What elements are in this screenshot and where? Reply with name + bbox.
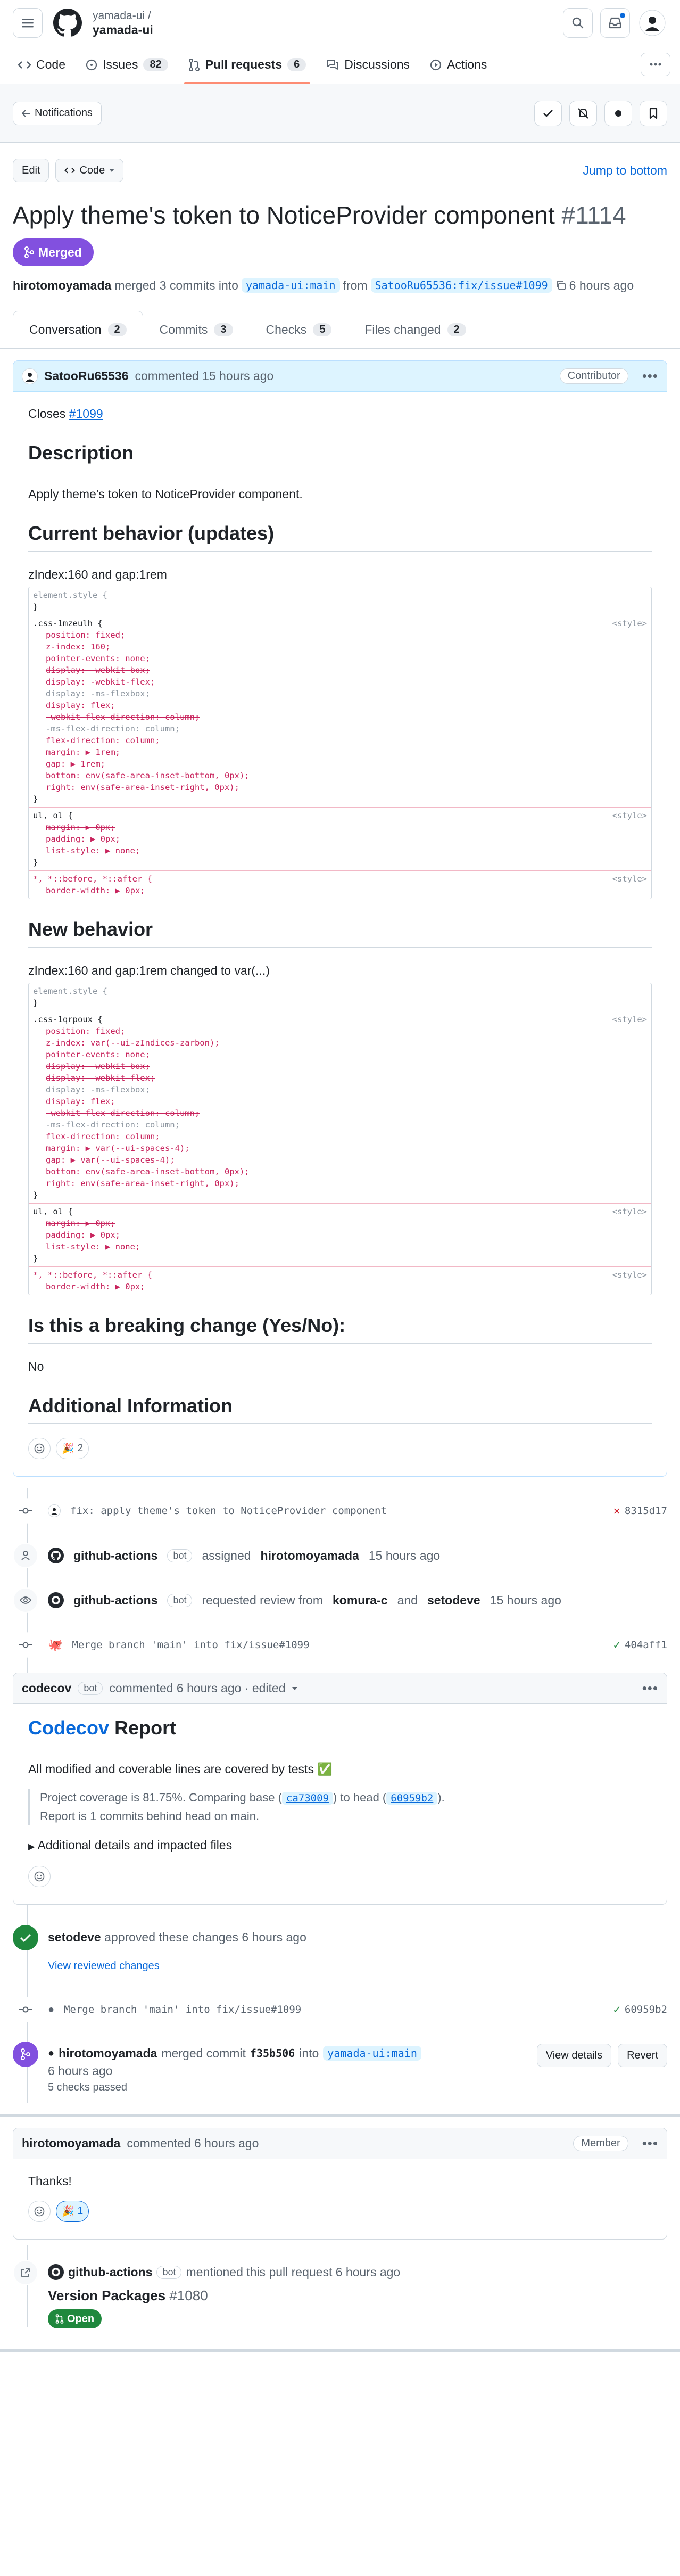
- description-text: Apply theme's token to NoticeProvider component.: [28, 487, 303, 501]
- comment-body: Thanks!: [28, 2174, 72, 2188]
- bookmark-icon: [649, 108, 658, 119]
- notifications-label: Notifications: [35, 107, 93, 119]
- actor-link[interactable]: github-actions: [73, 1593, 158, 1607]
- comment-header: [13, 1673, 667, 1704]
- base-branch[interactable]: yamada-ui:main: [242, 278, 340, 293]
- head-branch[interactable]: SatooRu65536:fix/issue#1099: [371, 278, 552, 293]
- edit-label: Edit: [22, 164, 40, 176]
- reviewer-link[interactable]: setodeve: [427, 1593, 480, 1607]
- code-line: element.style {: [33, 590, 107, 600]
- git-pull-request-icon: [55, 2314, 64, 2324]
- triangle-down-icon: [292, 1687, 297, 1690]
- code-line: margin: ▶ 0px;: [46, 1219, 115, 1228]
- code-line: }: [33, 1254, 38, 1263]
- code-line: element.style {: [33, 986, 107, 996]
- comment-action: commented 15 hours ago: [135, 369, 274, 383]
- approver-link[interactable]: setodeve: [48, 1930, 101, 1944]
- code-line: display: -webkit-flex;: [46, 677, 155, 687]
- code-source: <style>: [612, 1015, 647, 1024]
- code-line: z-index: 160;: [46, 642, 111, 652]
- description-heading: Description: [28, 442, 652, 471]
- timeline-commit: [13, 1623, 667, 1667]
- code-line: flex-direction: column;: [46, 1132, 160, 1141]
- code-line: z-index: var(--ui-zIndices-zarbon);: [46, 1038, 220, 1048]
- coverage-summary: All modified and coverable lines are covered by tests ✅: [28, 1762, 333, 1776]
- referenced-pr-number: #1080: [169, 2287, 208, 2303]
- tab-commits-label: Commits: [159, 323, 208, 336]
- comment-author[interactable]: hirotomoyamada: [22, 2136, 121, 2150]
- role-badge: Member: [573, 2136, 628, 2151]
- comment-action[interactable]: commented 6 hours ago · edited: [109, 1681, 286, 1695]
- closes-line: [28, 405, 652, 423]
- code-line: position: fixed;: [46, 630, 126, 640]
- cross-reference-icon: [13, 2260, 38, 2285]
- play-icon: [430, 59, 442, 71]
- timeline-mentioned: [13, 2245, 667, 2338]
- code-line: list-style: ▶ none;: [46, 846, 140, 855]
- code-line: bottom: env(safe-area-inset-bottom, 0px);: [46, 771, 250, 780]
- details-summary[interactable]: [28, 1836, 652, 1856]
- tada-count: 1: [77, 2205, 84, 2217]
- reviewer-link[interactable]: komura-c: [333, 1593, 388, 1607]
- coverage-post: ).: [437, 1791, 445, 1804]
- tada-icon: 🎉: [62, 1443, 74, 1454]
- repo-title[interactable]: [93, 9, 153, 37]
- code-line: margin: ▶ var(--ui-spaces-4);: [46, 1143, 190, 1153]
- sha-text: 404aff1: [624, 1639, 667, 1651]
- tada-icon: 🎉: [62, 2206, 74, 2217]
- target-branch[interactable]: yamada-ui:main: [323, 2046, 421, 2061]
- event-time: 15 hours ago: [368, 1548, 441, 1562]
- code-line: }: [33, 998, 38, 1008]
- breaking-change-heading: Is this a breaking change (Yes/No):: [28, 1314, 652, 1344]
- tab-conversation-label: Conversation: [29, 323, 102, 336]
- check-circle-icon: [13, 1925, 38, 1950]
- assigned-text: assigned: [202, 1548, 251, 1562]
- merged-state-label: Merged: [38, 245, 82, 259]
- merged-commit-text: merged commit: [161, 2046, 246, 2060]
- pull-requests-count: 6: [287, 58, 306, 71]
- pr-description-comment: [13, 360, 667, 1477]
- user-avatar-button[interactable]: [637, 8, 667, 38]
- divider: [0, 2114, 680, 2117]
- referenced-pr-link[interactable]: [48, 2287, 400, 2304]
- tab-conversation[interactable]: [13, 311, 143, 348]
- merged-text: merged 3 commits into: [114, 278, 238, 292]
- base-sha-link[interactable]: ca73009: [282, 1792, 333, 1805]
- code-selector: ul, ol {: [33, 1207, 73, 1216]
- smiley-icon: [34, 2206, 45, 2217]
- approved-text: approved these changes 6 hours ago: [104, 1930, 306, 1944]
- actor-link[interactable]: github-actions: [73, 1548, 158, 1562]
- code-line: list-style: ▶ none;: [46, 1242, 140, 1252]
- unread-dot: [619, 12, 626, 19]
- eye-icon: [13, 1587, 38, 1613]
- jump-to-bottom-link[interactable]: Jump to bottom: [583, 163, 667, 177]
- behind-text: Report is 1 commits behind head on main.: [40, 1809, 260, 1823]
- tab-pull-requests[interactable]: [180, 57, 315, 84]
- code-line: }: [33, 1190, 38, 1200]
- unsubscribe-button[interactable]: [569, 101, 597, 126]
- checks-passed: 5 checks passed: [48, 2081, 127, 2093]
- code-line: }: [33, 794, 38, 804]
- into-text: into: [299, 2046, 319, 2060]
- commit-message-link[interactable]: fix: apply theme's token to NoticeProvider component: [70, 1505, 387, 1517]
- avatar[interactable]: [48, 1504, 61, 1517]
- code-line: display: flex;: [46, 701, 115, 710]
- tada-reaction-button[interactable]: [56, 1438, 89, 1459]
- comment-options-icon[interactable]: •••: [642, 2135, 658, 2151]
- merged-state-badge: [13, 238, 94, 266]
- commit-message-link[interactable]: Merge branch 'main' into fix/issue#1099: [72, 1639, 310, 1651]
- notifications-bar: [0, 84, 680, 143]
- code-line: display: -webkit-flex;: [46, 1073, 155, 1083]
- github-actions-avatar[interactable]: [48, 1548, 64, 1563]
- checks-count: 5: [313, 323, 331, 336]
- pr-title-text: Apply theme's token to NoticeProvider component: [13, 201, 555, 229]
- and-text: and: [397, 1593, 418, 1607]
- new-behavior-heading: New behavior: [28, 918, 652, 948]
- merged-time: 6 hours ago: [48, 2064, 113, 2078]
- referenced-pr-title: Version Packages: [48, 2287, 166, 2303]
- comment-author[interactable]: codecov: [22, 1681, 72, 1695]
- git-merge-icon: [24, 246, 34, 258]
- github-logo-icon[interactable]: [53, 9, 82, 37]
- new-css-screenshot: [28, 983, 652, 1295]
- mark-done-button[interactable]: [534, 101, 562, 126]
- coverage-pre: Project coverage is 81.75%. Comparing base (: [40, 1791, 282, 1804]
- triangle-down-icon: [109, 169, 114, 172]
- code-line: gap: ▶ 1rem;: [46, 759, 105, 769]
- bot-badge: bot: [167, 1594, 192, 1607]
- open-state-badge: [48, 2309, 102, 2328]
- inbox-button[interactable]: [600, 8, 630, 38]
- timeline-merged: [13, 2032, 667, 2103]
- tab-actions-label: Actions: [447, 57, 487, 71]
- smiley-icon: [34, 1443, 45, 1454]
- bot-badge: bot: [167, 1549, 192, 1562]
- code-line: flex-direction: column;: [46, 736, 160, 745]
- code-line: bottom: env(safe-area-inset-bottom, 0px);: [46, 1167, 250, 1176]
- check-icon: ✓: [613, 2003, 620, 2017]
- issues-count: 82: [143, 58, 168, 71]
- code-line: display: flex;: [46, 1097, 115, 1106]
- revert-button[interactable]: Revert: [618, 2044, 667, 2067]
- dot-fill-icon: [615, 110, 622, 117]
- pr-title: [13, 200, 667, 230]
- code-line: position: fixed;: [46, 1026, 126, 1036]
- code-line: right: env(safe-area-inset-right, 0px);: [46, 1179, 239, 1188]
- check-icon: [543, 109, 553, 118]
- view-details-button[interactable]: View details: [537, 2044, 611, 2067]
- current-behavior-heading: Current behavior (updates): [28, 522, 652, 552]
- code-source: <style>: [612, 1270, 647, 1280]
- mark-unread-button[interactable]: [604, 101, 632, 126]
- code-source: <style>: [612, 811, 647, 820]
- closes-prefix: Closes: [28, 407, 66, 421]
- git-pull-request-icon: [188, 59, 200, 71]
- coverage-quote: [28, 1789, 652, 1825]
- tab-checks-label: Checks: [266, 323, 307, 336]
- thanks-comment: [13, 2128, 667, 2240]
- comment-options-icon[interactable]: •••: [642, 1680, 658, 1696]
- bell-slash-icon: [577, 108, 589, 119]
- code-line: display: -ms-flexbox;: [46, 1085, 150, 1094]
- actor-link[interactable]: github-actions: [68, 2265, 153, 2279]
- commit-message-link[interactable]: Merge branch 'main' into fix/issue#1099: [64, 2004, 302, 2015]
- avatar[interactable]: [22, 368, 38, 384]
- code-line: }: [33, 858, 38, 867]
- code-line: padding: ▶ 0px;: [46, 1230, 120, 1240]
- octocat-avatar-icon[interactable]: 🐙: [48, 1638, 63, 1651]
- avatar[interactable]: ●: [48, 2047, 55, 2059]
- code-line: padding: ▶ 0px;: [46, 834, 120, 844]
- coverage-line: [40, 1789, 652, 1807]
- code-line: display: -webkit-box;: [46, 1061, 150, 1071]
- git-merge-icon: [13, 2042, 38, 2067]
- copy-icon[interactable]: [555, 280, 566, 291]
- tab-checks[interactable]: [250, 311, 349, 348]
- code-line: pointer-events: none;: [46, 654, 150, 663]
- repo-name[interactable]: yamada-ui: [93, 23, 153, 37]
- tab-pull-requests-label: Pull requests: [205, 57, 283, 71]
- from-text: from: [343, 278, 368, 292]
- add-reaction-button[interactable]: [28, 1866, 51, 1887]
- reactions: [28, 1438, 652, 1459]
- code-line: }: [33, 602, 38, 612]
- code-line: display: -ms-flexbox;: [46, 689, 150, 698]
- open-state-label: Open: [67, 2312, 95, 2325]
- timeline-commit: [13, 1987, 667, 2032]
- code-line: display: -webkit-box;: [46, 665, 150, 675]
- code-line: gap: ▶ var(--ui-spaces-4);: [46, 1155, 175, 1165]
- pr-tabs: [0, 311, 680, 349]
- review-requested-text: requested review from: [202, 1593, 324, 1607]
- check-icon: ✓: [613, 1638, 620, 1652]
- comment-options-icon[interactable]: •••: [642, 368, 658, 384]
- issue-opened-icon: [86, 59, 97, 71]
- add-reaction-button[interactable]: [28, 1438, 51, 1459]
- code-source: <style>: [612, 1207, 647, 1216]
- code-selector: *, *::before, *::after {: [33, 874, 152, 884]
- merge-sha-link[interactable]: f35b506: [250, 2047, 295, 2060]
- sha-text: 60959b2: [624, 2004, 667, 2015]
- comment-author[interactable]: SatooRu65536: [44, 369, 129, 383]
- tab-issues-label: Issues: [102, 57, 138, 71]
- menu-button[interactable]: [13, 8, 43, 38]
- avatar[interactable]: ●: [48, 2003, 55, 2015]
- code-dropdown-button[interactable]: [55, 159, 123, 182]
- current-css-screenshot: [28, 587, 652, 899]
- conversation-count: 2: [108, 323, 127, 336]
- new-caption: zIndex:160 and gap:1rem changed to var(...): [28, 964, 270, 977]
- tab-discussions-label: Discussions: [344, 57, 410, 71]
- edit-button[interactable]: [13, 159, 49, 182]
- bot-badge: bot: [156, 2266, 181, 2279]
- tab-commits[interactable]: [143, 311, 250, 348]
- back-to-notifications-button[interactable]: [13, 102, 102, 125]
- commit-sha[interactable]: [613, 1504, 667, 1518]
- bot-badge: bot: [78, 1682, 103, 1695]
- code-icon: [64, 167, 75, 174]
- git-commit-icon: [13, 1632, 38, 1658]
- arrow-left-icon: [22, 110, 30, 117]
- timeline-commit: [13, 1488, 667, 1533]
- git-commit-icon: [13, 1498, 38, 1524]
- save-button[interactable]: [640, 101, 667, 126]
- code-selector: *, *::before, *::after {: [33, 1270, 152, 1280]
- additional-info-heading: Additional Information: [28, 1395, 652, 1424]
- github-actions-avatar[interactable]: [48, 2264, 64, 2280]
- assignee-link[interactable]: hirotomoyamada: [260, 1548, 359, 1562]
- mentioned-text: mentioned this pull request 6 hours ago: [186, 2265, 401, 2279]
- role-badge: Contributor: [560, 368, 628, 384]
- search-icon: [572, 17, 584, 29]
- timeline-approved: [13, 1910, 667, 1987]
- commits-count: 3: [214, 323, 233, 336]
- top-bar: [0, 0, 680, 46]
- tab-issues[interactable]: [77, 57, 177, 84]
- tada-reaction-button[interactable]: [56, 2201, 89, 2222]
- repo-owner[interactable]: yamada-ui /: [93, 10, 151, 22]
- code-line: -ms-flex-direction: column;: [46, 1120, 180, 1130]
- closes-issue-link[interactable]: #1099: [69, 407, 103, 421]
- codecov-report-heading: [28, 1717, 652, 1746]
- kebab-horizontal-icon: [650, 63, 661, 66]
- timeline: [0, 1488, 680, 2103]
- details-label: Additional details and impacted files: [37, 1838, 233, 1852]
- commit-sha[interactable]: [613, 1639, 667, 1652]
- code-line: margin: ▶ 1rem;: [46, 747, 120, 757]
- code-line: -ms-flex-direction: column;: [46, 724, 180, 734]
- triangle-right-icon: ▶: [28, 1842, 35, 1851]
- commit-sha[interactable]: [613, 2003, 667, 2017]
- code-line: border-width: ▶ 0px;: [46, 1282, 145, 1291]
- comment-header: [13, 361, 667, 392]
- sha-text: 8315d17: [624, 1505, 667, 1517]
- code-source: <style>: [612, 874, 647, 884]
- codecov-comment: [13, 1673, 667, 1905]
- pr-author-link[interactable]: hirotomoyamada: [13, 278, 112, 292]
- current-caption: zIndex:160 and gap:1rem: [28, 567, 167, 581]
- divider: [0, 2349, 680, 2352]
- event-time: 15 hours ago: [490, 1593, 561, 1607]
- code-line: right: env(safe-area-inset-right, 0px);: [46, 783, 239, 792]
- code-line: margin: ▶ 0px;: [46, 822, 115, 832]
- pr-time: 6 hours ago: [569, 278, 634, 292]
- comment-discussion-icon: [326, 59, 339, 71]
- repo-nav: [0, 46, 680, 84]
- code-selector: .css-1mzeulh {: [33, 619, 103, 628]
- codecov-link[interactable]: Codecov: [28, 1717, 110, 1739]
- code-selector: ul, ol {: [33, 811, 73, 820]
- tab-discussions[interactable]: [318, 57, 418, 84]
- code-line: -webkit-flex-direction: column;: [46, 1108, 200, 1118]
- breaking-change-answer: No: [28, 1360, 44, 1373]
- code-icon: [18, 60, 31, 70]
- coverage-mid: ) to head (: [333, 1791, 387, 1804]
- add-reaction-button[interactable]: [28, 2201, 51, 2222]
- code-selector: .css-1qrpoux {: [33, 1015, 103, 1024]
- head-sha-link[interactable]: 60959b2: [386, 1792, 437, 1805]
- person-icon: [13, 1543, 38, 1568]
- code-source: <style>: [612, 619, 647, 628]
- merger-link[interactable]: hirotomoyamada: [59, 2046, 157, 2060]
- pr-meta: [13, 278, 667, 293]
- timeline-review-requested: [13, 1578, 667, 1623]
- code-line: border-width: ▶ 0px;: [46, 886, 145, 895]
- x-icon: ✕: [613, 1504, 620, 1518]
- user-avatar-icon: [639, 10, 666, 36]
- git-commit-icon: [13, 1997, 38, 2022]
- pr-number: #1114: [561, 201, 626, 229]
- tab-actions[interactable]: [421, 57, 495, 84]
- github-actions-avatar[interactable]: [48, 1592, 64, 1608]
- more-tabs-button[interactable]: [641, 53, 670, 76]
- comment-header: [13, 2128, 667, 2159]
- view-reviewed-changes-button[interactable]: View reviewed changes: [48, 1954, 160, 1978]
- pr-header: [0, 143, 680, 293]
- code-dropdown-label: Code: [79, 164, 105, 176]
- tada-count: 2: [77, 1443, 84, 1454]
- timeline-assigned: [13, 1533, 667, 1578]
- code-line: pointer-events: none;: [46, 1050, 150, 1059]
- comment-action: commented 6 hours ago: [127, 2136, 259, 2150]
- search-button[interactable]: [563, 8, 593, 38]
- files-count: 2: [447, 323, 466, 336]
- tab-code[interactable]: [10, 57, 74, 84]
- tab-files-label: Files changed: [364, 323, 441, 336]
- inbox-icon: [609, 17, 621, 29]
- hamburger-icon: [22, 18, 34, 28]
- tab-files-changed[interactable]: [348, 311, 482, 348]
- smiley-icon: [34, 1871, 45, 1882]
- report-word: Report: [114, 1717, 177, 1739]
- code-line: -webkit-flex-direction: column;: [46, 712, 200, 722]
- tab-code-label: Code: [36, 57, 65, 71]
